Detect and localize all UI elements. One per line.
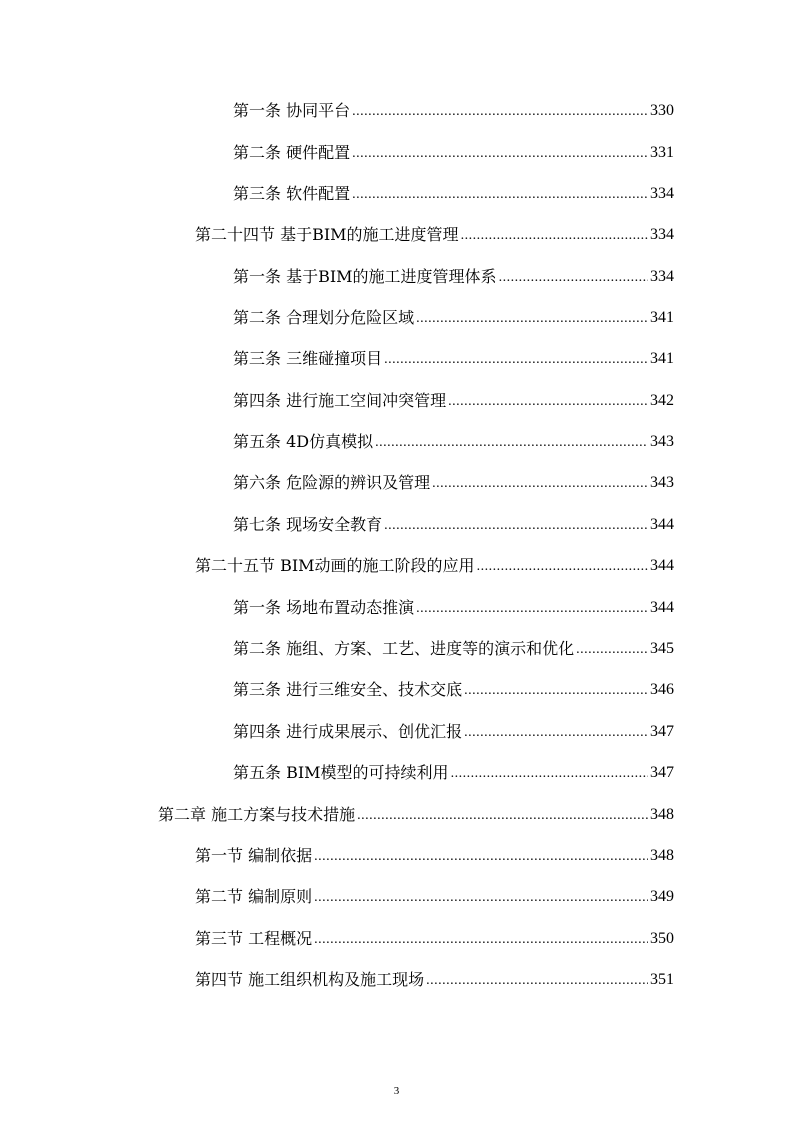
toc-entry-title: 第四节 施工组织机构及施工现场 [195,970,425,989]
toc-entry[interactable] [233,96,674,122]
toc-entry-page: 348 [650,847,674,864]
toc-entry[interactable] [233,344,674,370]
toc-dot-leader [352,144,648,164]
toc-entry[interactable] [195,882,674,908]
toc-entry-page: 348 [650,806,674,823]
toc-entry[interactable] [233,675,674,701]
toc-entry-page: 334 [650,185,674,202]
toc-entry-page: 344 [650,516,674,533]
toc-entry-title: 第五条 4D仿真模拟 [233,432,374,451]
toc-entry-page: 344 [650,557,674,574]
toc-entry-page: 342 [650,392,674,409]
toc-dot-leader [314,930,648,950]
toc-entry-page: 345 [650,640,674,657]
toc-entry-title: 第二十四节 基于BIM的施工进度管理 [195,225,459,244]
toc-entry-page: 341 [650,350,674,367]
toc-entry-title: 第三条 三维碰撞项目 [233,349,383,368]
toc-entry[interactable] [233,138,674,164]
toc-entry-title: 第三条 软件配置 [233,184,351,203]
toc-entry[interactable] [233,262,674,288]
toc-entry[interactable] [233,634,674,660]
toc-entry-title: 第二条 硬件配置 [233,143,351,162]
toc-dot-leader [314,888,648,908]
toc-dot-leader [432,474,648,494]
toc-entry[interactable] [195,220,674,246]
toc-entry-page: 343 [650,433,674,450]
toc-entry[interactable] [195,924,674,950]
toc-entry-title: 第二十五节 BIM动画的施工阶段的应用 [195,556,475,575]
toc-entry[interactable] [195,965,674,991]
toc-entry[interactable] [158,800,674,826]
toc-dot-leader [416,309,648,329]
toc-entry-title: 第一条 协同平台 [233,101,351,120]
toc-entry-page: 347 [650,723,674,740]
page-number: 3 [393,1085,400,1097]
toc-dot-leader [464,681,648,701]
toc-entry[interactable] [233,717,674,743]
toc-dot-leader [451,764,648,784]
toc-entry-title: 第七条 现场安全教育 [233,515,383,534]
toc-dot-leader [426,971,648,991]
toc-entry[interactable] [233,386,674,412]
toc-entry-page: 344 [650,599,674,616]
toc-entry-title: 第二章 施工方案与技术措施 [158,805,356,824]
toc-entry[interactable] [233,179,674,205]
toc-entry[interactable] [195,551,674,577]
toc-entry-title: 第二条 施组、方案、工艺、进度等的演示和优化 [233,639,575,658]
toc-entry-page: 350 [650,930,674,947]
toc-dot-leader [576,640,648,660]
toc-dot-leader [357,806,648,826]
toc-dot-leader [314,847,648,867]
toc-entry-title: 第四条 进行成果展示、创优汇报 [233,722,463,741]
toc-entry[interactable] [233,468,674,494]
toc-entry-title: 第四条 进行施工空间冲突管理 [233,391,447,410]
toc-entry-page: 331 [650,144,674,161]
toc-dot-leader [448,392,648,412]
toc-entry-title: 第三节 工程概况 [195,929,313,948]
toc-dot-leader [499,268,648,288]
toc-dot-leader [352,102,648,122]
toc-entry-page: 330 [650,102,674,119]
toc-entry-page: 349 [650,888,674,905]
toc-entry[interactable] [233,758,674,784]
toc-entry-page: 347 [650,764,674,781]
toc-entry[interactable] [233,593,674,619]
toc-dot-leader [352,185,648,205]
toc-entry-title: 第二节 编制原则 [195,887,313,906]
toc-dot-leader [416,599,648,619]
toc-entry[interactable] [233,303,674,329]
toc-dot-leader [477,557,648,577]
toc-entry[interactable] [233,510,674,536]
toc-entry[interactable] [233,427,674,453]
toc-dot-leader [384,516,648,536]
toc-entry-title: 第三条 进行三维安全、技术交底 [233,680,463,699]
toc-dot-leader [384,350,648,370]
toc-entry-page: 341 [650,309,674,326]
toc-entry-page: 343 [650,474,674,491]
toc-dot-leader [464,723,648,743]
toc-entry-title: 第二条 合理划分危险区域 [233,308,415,327]
toc-entry-title: 第五条 BIM模型的可持续利用 [233,763,449,782]
toc-dot-leader [461,226,648,246]
toc-entry-title: 第一节 编制依据 [195,846,313,865]
toc-entry-page: 334 [650,268,674,285]
toc-entry-page: 351 [650,971,674,988]
toc-entry[interactable] [195,841,674,867]
toc-entry-page: 346 [650,681,674,698]
toc-dot-leader [375,433,648,453]
toc-entry-page: 334 [650,226,674,243]
toc-entry-title: 第六条 危险源的辨识及管理 [233,473,431,492]
toc-entry-title: 第一条 场地布置动态推演 [233,598,415,617]
toc-entry-title: 第一条 基于BIM的施工进度管理体系 [233,267,497,286]
